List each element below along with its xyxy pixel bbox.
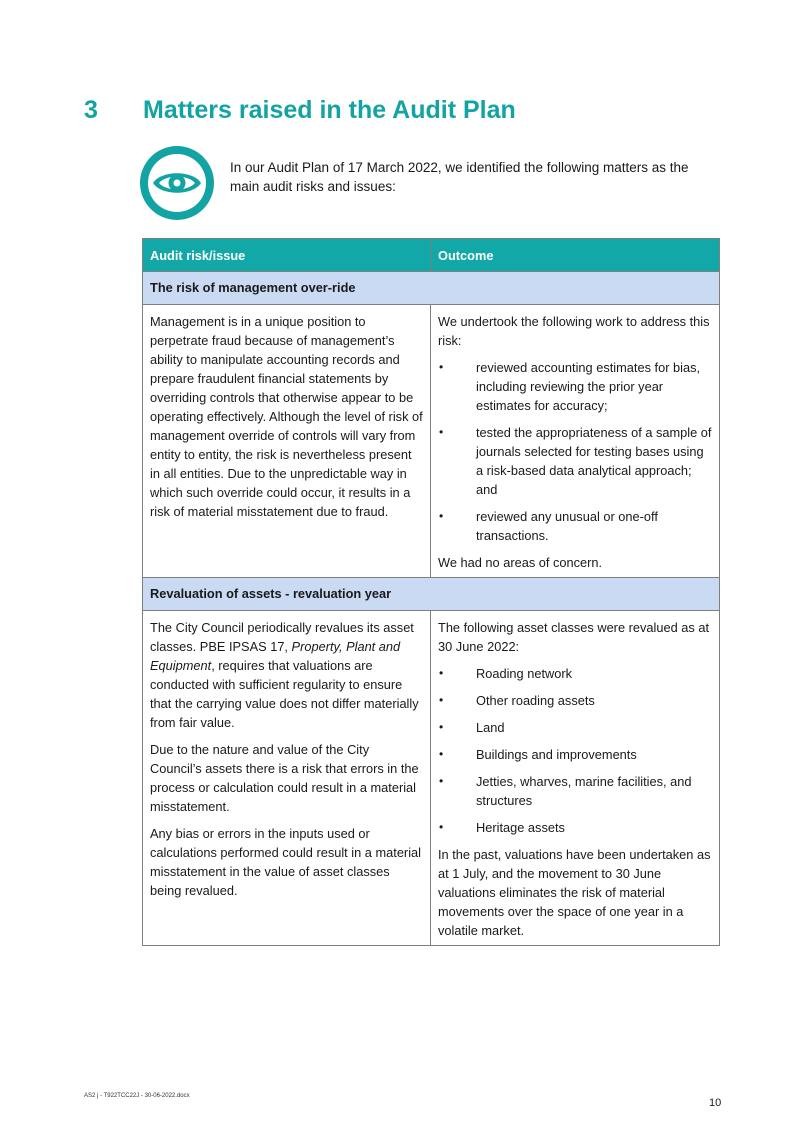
- audit-risks-table: [142, 238, 720, 946]
- risk-paragraph: Management is in a unique position to perpetrate fraud because of management’s ability to manipulate accounting records and prepare fraudulent financial statements by overriding controls that otherwise appear to be operating effectively. Although the level of risk of management override of controls will vary from entity to entity, the risk is nevertheless present in all entities. Due to the unpredictable way in which such override could occur, it results in a risk of material misstatement due to fraud.: [150, 314, 423, 519]
- list-item-text: reviewed accounting estimates for bias, including reviewing the prior year estimates for accuracy;: [476, 360, 701, 413]
- list-item-text: tested the appropriateness of a sample of journals selected for testing bases using a risk-based data analytical approach; and: [476, 425, 712, 497]
- risk-cell: [143, 305, 431, 578]
- risk-text: , requires that valuations are conducted with sufficient regularity to ensure that the carrying value does not differ materially from fair value.: [150, 658, 419, 730]
- list-item-text: reviewed any unusual or one-off transactions.: [476, 509, 658, 543]
- bullet-icon: •: [439, 509, 444, 523]
- outcome-cell: [431, 611, 720, 946]
- standard-name: Property, Plant and Equipment: [150, 639, 401, 673]
- list-item: [438, 664, 712, 683]
- bullet-icon: •: [439, 820, 444, 834]
- outcome-list: [438, 358, 712, 545]
- outcome-conclusion: In the past, valuations have been undertaken as at 1 July, and the movement to 30 June valuations eliminates the risk of material movements over the space of one year in a volatile market.: [438, 847, 711, 938]
- risk-text: The City Council periodically revalues its asset classes. PBE IPSAS 17,: [150, 620, 414, 654]
- list-item: [438, 423, 712, 499]
- section-title-management-override: The risk of management over-ride: [143, 272, 720, 305]
- section-heading: [84, 96, 516, 125]
- bullet-icon: •: [439, 360, 444, 374]
- bullet-icon: •: [439, 720, 444, 734]
- list-item: [438, 507, 712, 545]
- risk-paragraph: [150, 618, 423, 732]
- intro-text: In our Audit Plan of 17 March 2022, we identified the following matters as the main audit risks and issues:: [230, 160, 689, 194]
- list-item-text: Buildings and improvements: [476, 747, 637, 762]
- asset-class-list: [438, 664, 712, 837]
- table-row: [143, 611, 720, 946]
- risk-paragraph: Any bias or errors in the inputs used or calculations performed could result in a material misstatement in the value of asset classes being revalued.: [150, 826, 421, 898]
- bullet-icon: •: [439, 774, 444, 788]
- list-item-text: Jetties, wharves, marine facilities, and structures: [476, 774, 692, 808]
- column-header-risk: Audit risk/issue: [143, 239, 431, 272]
- eye-icon: [139, 145, 215, 221]
- section-row: [143, 272, 720, 305]
- list-item: [438, 818, 712, 837]
- table-row: [143, 305, 720, 578]
- list-item-text: Other roading assets: [476, 693, 595, 708]
- bullet-icon: •: [439, 425, 444, 439]
- outcome-intro: We undertook the following work to address this risk:: [438, 314, 710, 348]
- list-item: [438, 772, 712, 810]
- table-header-row: [143, 239, 720, 272]
- list-item: [438, 718, 712, 737]
- outcome-conclusion: We had no areas of concern.: [438, 555, 603, 570]
- section-number: 3: [84, 96, 98, 124]
- bullet-icon: •: [439, 747, 444, 761]
- list-item-text: Heritage assets: [476, 820, 565, 835]
- section-title-revaluation: Revaluation of assets - revaluation year: [143, 578, 720, 611]
- column-header-outcome: Outcome: [431, 239, 720, 272]
- document-reference: AS2 j - T922TCC22J - 30-06-2022.docx: [84, 1093, 190, 1099]
- bullet-icon: •: [439, 693, 444, 707]
- bullet-icon: •: [439, 666, 444, 680]
- list-item: [438, 691, 712, 710]
- outcome-intro: The following asset classes were revalued as at 30 June 2022:: [438, 620, 710, 654]
- list-item: [438, 358, 712, 415]
- risk-cell: [143, 611, 431, 946]
- list-item: [438, 745, 712, 764]
- outcome-cell: [431, 305, 720, 578]
- list-item-text: Roading network: [476, 666, 573, 681]
- page-number: 10: [709, 1097, 722, 1109]
- risk-paragraph: Due to the nature and value of the City Council’s assets there is a risk that errors in the process or calculation could result in a material misstatement.: [150, 742, 419, 814]
- section-row: [143, 578, 720, 611]
- section-title: Matters raised in the Audit Plan: [143, 96, 516, 124]
- list-item-text: Land: [476, 720, 505, 735]
